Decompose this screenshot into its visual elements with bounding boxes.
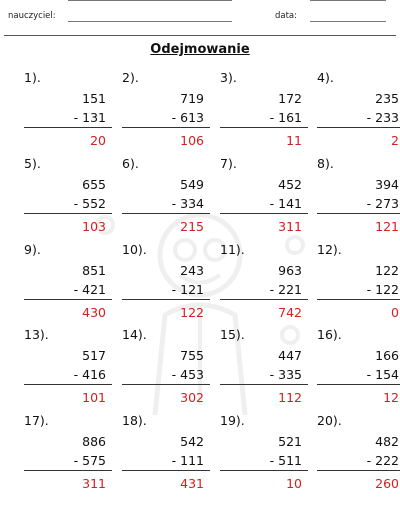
problem-number: 11). <box>220 242 245 257</box>
problem-4 <box>317 69 400 155</box>
problem-13 <box>24 326 112 412</box>
problem-number: 18). <box>122 413 147 428</box>
problem-18 <box>122 412 210 498</box>
problem-6 <box>122 155 210 241</box>
minuend: 394 <box>375 177 399 192</box>
problem-10 <box>122 241 210 327</box>
answer-rule <box>122 470 210 471</box>
answer[interactable]: 11 <box>286 133 302 148</box>
subtrahend: - 335 <box>269 367 302 382</box>
minuend: 963 <box>278 263 302 278</box>
minuend: 755 <box>180 348 204 363</box>
answer[interactable]: 106 <box>180 133 204 148</box>
problem-number: 2). <box>122 70 139 85</box>
answer[interactable]: 101 <box>82 390 106 405</box>
answer-rule <box>317 384 400 385</box>
subtrahend: - 221 <box>269 282 302 297</box>
date-label: data: <box>275 11 298 21</box>
answer[interactable]: 311 <box>82 476 106 491</box>
top-blank-line-right <box>310 0 386 1</box>
subtrahend: - 121 <box>171 282 204 297</box>
answer-rule <box>317 127 400 128</box>
header-separator <box>4 35 396 36</box>
problem-number: 4). <box>317 70 334 85</box>
answer[interactable]: 215 <box>180 219 204 234</box>
answer[interactable]: 431 <box>180 476 204 491</box>
problem-14 <box>122 326 210 412</box>
answer-rule <box>220 213 308 214</box>
problem-number: 3). <box>220 70 237 85</box>
problem-8 <box>317 155 400 241</box>
teacher-label: nauczyciel: <box>8 11 56 21</box>
problem-number: 1). <box>24 70 41 85</box>
problem-number: 15). <box>220 327 245 342</box>
minuend: 886 <box>82 434 106 449</box>
answer-rule <box>220 470 308 471</box>
answer-rule <box>317 470 400 471</box>
problem-3 <box>220 69 308 155</box>
subtrahend: - 222 <box>366 453 399 468</box>
subtrahend: - 141 <box>269 196 302 211</box>
subtrahend: - 453 <box>171 367 204 382</box>
top-blank-line-left <box>68 0 232 1</box>
answer[interactable]: 2 <box>391 133 399 148</box>
problem-9 <box>24 241 112 327</box>
answer-rule <box>24 127 112 128</box>
answer-rule <box>24 299 112 300</box>
minuend: 452 <box>278 177 302 192</box>
answer-rule <box>24 213 112 214</box>
worksheet-title: Odejmowanie <box>150 42 250 57</box>
subtrahend: - 511 <box>269 453 302 468</box>
answer-rule <box>220 384 308 385</box>
minuend: 542 <box>180 434 204 449</box>
answer-rule <box>220 127 308 128</box>
teacher-name-line[interactable] <box>68 21 232 22</box>
problem-19 <box>220 412 308 498</box>
answer-rule <box>24 470 112 471</box>
problem-16 <box>317 326 400 412</box>
subtrahend: - 613 <box>171 110 204 125</box>
problem-number: 14). <box>122 327 147 342</box>
minuend: 482 <box>375 434 399 449</box>
minuend: 166 <box>375 348 399 363</box>
answer-rule <box>122 384 210 385</box>
answer[interactable]: 302 <box>180 390 204 405</box>
answer[interactable]: 121 <box>375 219 399 234</box>
answer-rule <box>220 299 308 300</box>
problem-number: 7). <box>220 156 237 171</box>
problem-17 <box>24 412 112 498</box>
answer[interactable]: 112 <box>278 390 302 405</box>
subtrahend: - 421 <box>73 282 106 297</box>
problem-5 <box>24 155 112 241</box>
subtrahend: - 416 <box>73 367 106 382</box>
answer[interactable]: 10 <box>286 476 302 491</box>
date-line[interactable] <box>310 21 386 22</box>
answer[interactable]: 742 <box>278 305 302 320</box>
minuend: 235 <box>375 91 399 106</box>
subtrahend: - 111 <box>171 453 204 468</box>
problem-number: 19). <box>220 413 245 428</box>
minuend: 851 <box>82 263 106 278</box>
answer[interactable]: 122 <box>180 305 204 320</box>
answer[interactable]: 430 <box>82 305 106 320</box>
answer[interactable]: 20 <box>90 133 106 148</box>
subtrahend: - 273 <box>366 196 399 211</box>
subtrahend: - 334 <box>171 196 204 211</box>
answer-rule <box>24 384 112 385</box>
minuend: 151 <box>82 91 106 106</box>
minuend: 719 <box>180 91 204 106</box>
answer[interactable]: 103 <box>82 219 106 234</box>
problem-1 <box>24 69 112 155</box>
answer-rule <box>317 213 400 214</box>
problem-number: 16). <box>317 327 342 342</box>
subtrahend: - 575 <box>73 453 106 468</box>
answer-rule <box>317 299 400 300</box>
answer-rule <box>122 127 210 128</box>
minuend: 447 <box>278 348 302 363</box>
answer[interactable]: 311 <box>278 219 302 234</box>
answer[interactable]: 12 <box>383 390 399 405</box>
problem-number: 8). <box>317 156 334 171</box>
minuend: 172 <box>278 91 302 106</box>
answer[interactable]: 260 <box>375 476 399 491</box>
subtrahend: - 233 <box>366 110 399 125</box>
subtrahend: - 131 <box>73 110 106 125</box>
problem-7 <box>220 155 308 241</box>
problem-20 <box>317 412 400 498</box>
problem-number: 10). <box>122 242 147 257</box>
subtrahend: - 161 <box>269 110 302 125</box>
minuend: 655 <box>82 177 106 192</box>
problem-number: 9). <box>24 242 41 257</box>
problem-number: 13). <box>24 327 49 342</box>
minuend: 517 <box>82 348 106 363</box>
answer-rule <box>122 213 210 214</box>
problem-number: 17). <box>24 413 49 428</box>
minuend: 521 <box>278 434 302 449</box>
problem-15 <box>220 326 308 412</box>
subtrahend: - 122 <box>366 282 399 297</box>
problem-number: 5). <box>24 156 41 171</box>
answer-rule <box>122 299 210 300</box>
problem-number: 12). <box>317 242 342 257</box>
problem-number: 20). <box>317 413 342 428</box>
subtrahend: - 154 <box>366 367 399 382</box>
problem-11 <box>220 241 308 327</box>
answer[interactable]: 0 <box>391 305 399 320</box>
subtrahend: - 552 <box>73 196 106 211</box>
minuend: 243 <box>180 263 204 278</box>
problem-12 <box>317 241 400 327</box>
minuend: 122 <box>375 263 399 278</box>
minuend: 549 <box>180 177 204 192</box>
problem-number: 6). <box>122 156 139 171</box>
problem-2 <box>122 69 210 155</box>
